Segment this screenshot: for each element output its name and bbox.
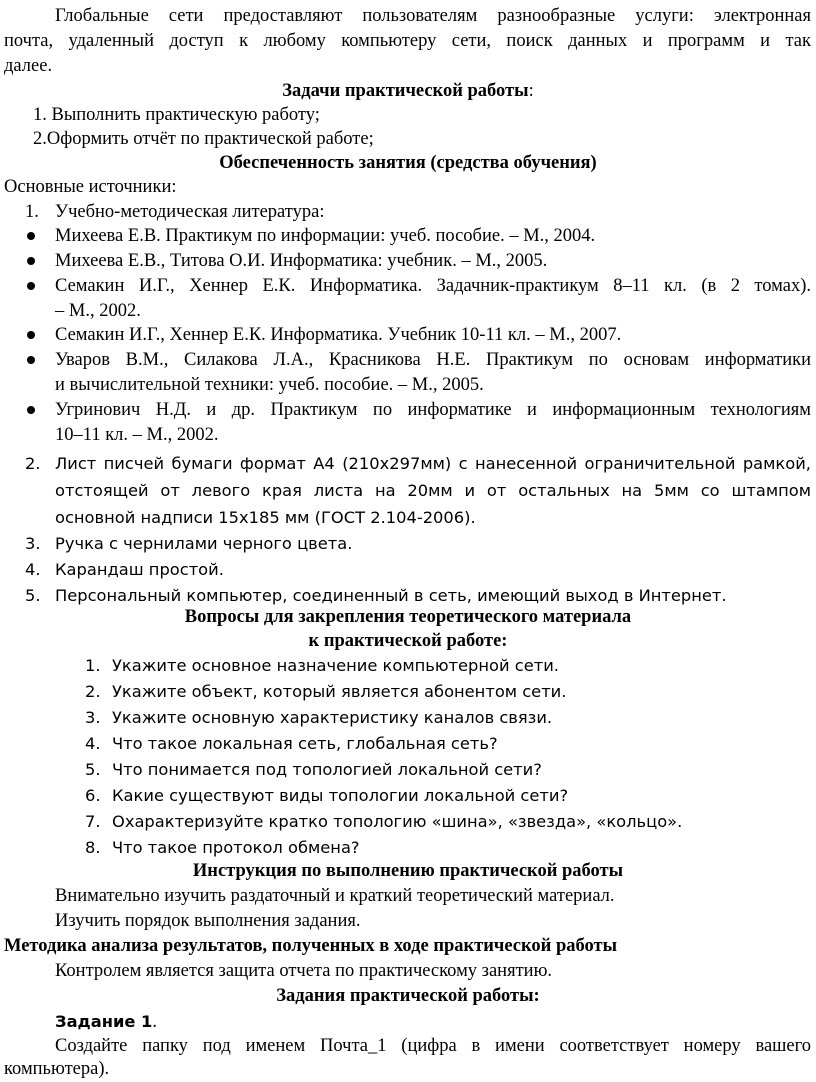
question-number: 7.: [85, 812, 101, 831]
source-item-1-number: 1.: [25, 202, 39, 222]
book-5: Уваров В.М., Силакова Л.А., Красникова Н.Е. Практикум по основам информатики: [55, 350, 811, 370]
instructions-heading: Инструкция по выполнению практической работы: [192, 861, 624, 881]
tasks-heading: [0, 79, 816, 103]
question-number: 4.: [85, 734, 101, 753]
question-text: Укажите основное назначение компьютерной сети.: [112, 656, 559, 675]
bullet-icon: [27, 232, 35, 240]
question-text: Укажите объект, который является абонентом сети.: [112, 682, 567, 701]
book-6: Угринович Н.Д. и др. Практикум по информатике и информационным технологиям: [55, 400, 811, 420]
source-item-5: Персональный компьютер, соединенный в сеть, имеющий выход в Интернет.: [55, 586, 727, 605]
book-1: Михеева Е.В. Практикум по информации: учеб. пособие. – М., 2004.: [55, 226, 596, 246]
source-item-2-number: 2.: [25, 454, 41, 473]
question-number: 5.: [85, 760, 101, 779]
bullet-icon: [27, 356, 35, 364]
intro-line-1: Глобальные сети предоставляют пользователям разнообразные услуги: электронная: [55, 6, 811, 26]
question-text: Укажите основную характеристику каналов связи.: [112, 708, 553, 727]
source-item-2-line-2: отстоящей от левого края листа на 20мм и от остальных на 5мм со штампом: [55, 481, 811, 500]
bullet-icon: [27, 406, 35, 414]
instruction-line-1: Внимательно изучить раздаточный и краткий теоретический материал.: [55, 886, 615, 906]
bullet-icon: [27, 282, 35, 290]
question-text: Что такое протокол обмена?: [112, 838, 360, 857]
source-item-2-line-3: основной надписи 15х185 мм (ГОСТ 2.104-2006).: [55, 508, 476, 527]
method-text: Контролем является защита отчета по практическому занятию.: [55, 961, 553, 981]
question-text: Что такое локальная сеть, глобальная сеть?: [112, 734, 498, 753]
book-5-continued: и вычислительной техники: учеб. пособие. – М., 2005.: [55, 375, 484, 395]
source-item-1: Учебно-методическая литература:: [55, 202, 325, 222]
instruction-line-2: Изучить порядок выполнения задания.: [55, 911, 361, 931]
question-number: 1.: [85, 656, 101, 675]
source-item-3-number: 3.: [25, 534, 41, 553]
question-text: Какие существуют виды топологии локальной сети?: [112, 786, 569, 805]
task-1-label-line: [55, 1010, 157, 1035]
source-item-5-number: 5.: [25, 586, 41, 605]
questions-heading-line-2: к практической работе:: [308, 631, 508, 651]
source-item-4: Карандаш простой.: [55, 560, 224, 579]
source-item-4-number: 4.: [25, 560, 41, 579]
source-item-3: Ручка с чернилами черного цвета.: [55, 534, 353, 553]
question-text: Что понимается под топологией локальной сети?: [112, 760, 542, 779]
task-1-dot: .: [152, 1012, 158, 1032]
method-heading: Методика анализа результатов, полученных в ходе практической работы: [4, 936, 618, 956]
source-item-2-line-1: Лист писчей бумаги формат А4 (210х297мм) с нанесенной ограничительной рамкой,: [55, 454, 811, 473]
book-6-continued: 10–11 кл. – М., 2002.: [55, 425, 219, 445]
assignments-heading: Задания практической работы:: [276, 986, 540, 1006]
bullet-icon: [27, 257, 35, 265]
book-2: Михеева Е.В., Титова О.И. Информатика: учебник. – М., 2005.: [55, 251, 548, 271]
task-1-line-2: компьютера).: [4, 1059, 110, 1079]
task-1-line-1: Создайте папку под именем Почта_1 (цифра в имени соответствует номеру вашего: [55, 1036, 811, 1056]
tasks-heading-colon: :: [528, 81, 534, 101]
question-number: 2.: [85, 682, 101, 701]
book-4: Семакин И.Г., Хеннер Е.К. Информатика. Учебник 10-11 кл. – М., 2007.: [55, 325, 622, 345]
sources-label: Основные источники:: [4, 177, 177, 197]
bullet-icon: [27, 331, 35, 339]
task-item-2: 2.Оформить отчёт по практической работе;: [33, 129, 374, 149]
task-item-1: 1. Выполнить практическую работу;: [33, 105, 320, 125]
intro-line-3: далее.: [4, 56, 53, 76]
question-number: 6.: [85, 786, 101, 805]
provision-heading: Обеспеченность занятия (средства обучения): [219, 153, 597, 173]
questions-heading-line-1: Вопросы для закрепления теоретического материала: [184, 607, 632, 627]
intro-line-2: почта, удаленный доступ к любому компьютеру сети, поиск данных и программ и так: [4, 31, 811, 51]
question-number: 3.: [85, 708, 101, 727]
question-text: Охарактеризуйте кратко топологию «шина», «звезда», «кольцо».: [112, 812, 683, 831]
tasks-heading-text: Задачи практической работы: [282, 81, 529, 101]
task-1-label: Задание 1: [55, 1012, 153, 1031]
question-number: 8.: [85, 838, 101, 857]
book-3: Семакин И.Г., Хеннер Е.К. Информатика. Задачник-практикум 8–11 кл. (в 2 томах).: [55, 276, 811, 296]
book-3-continued: – М., 2002.: [55, 301, 141, 321]
